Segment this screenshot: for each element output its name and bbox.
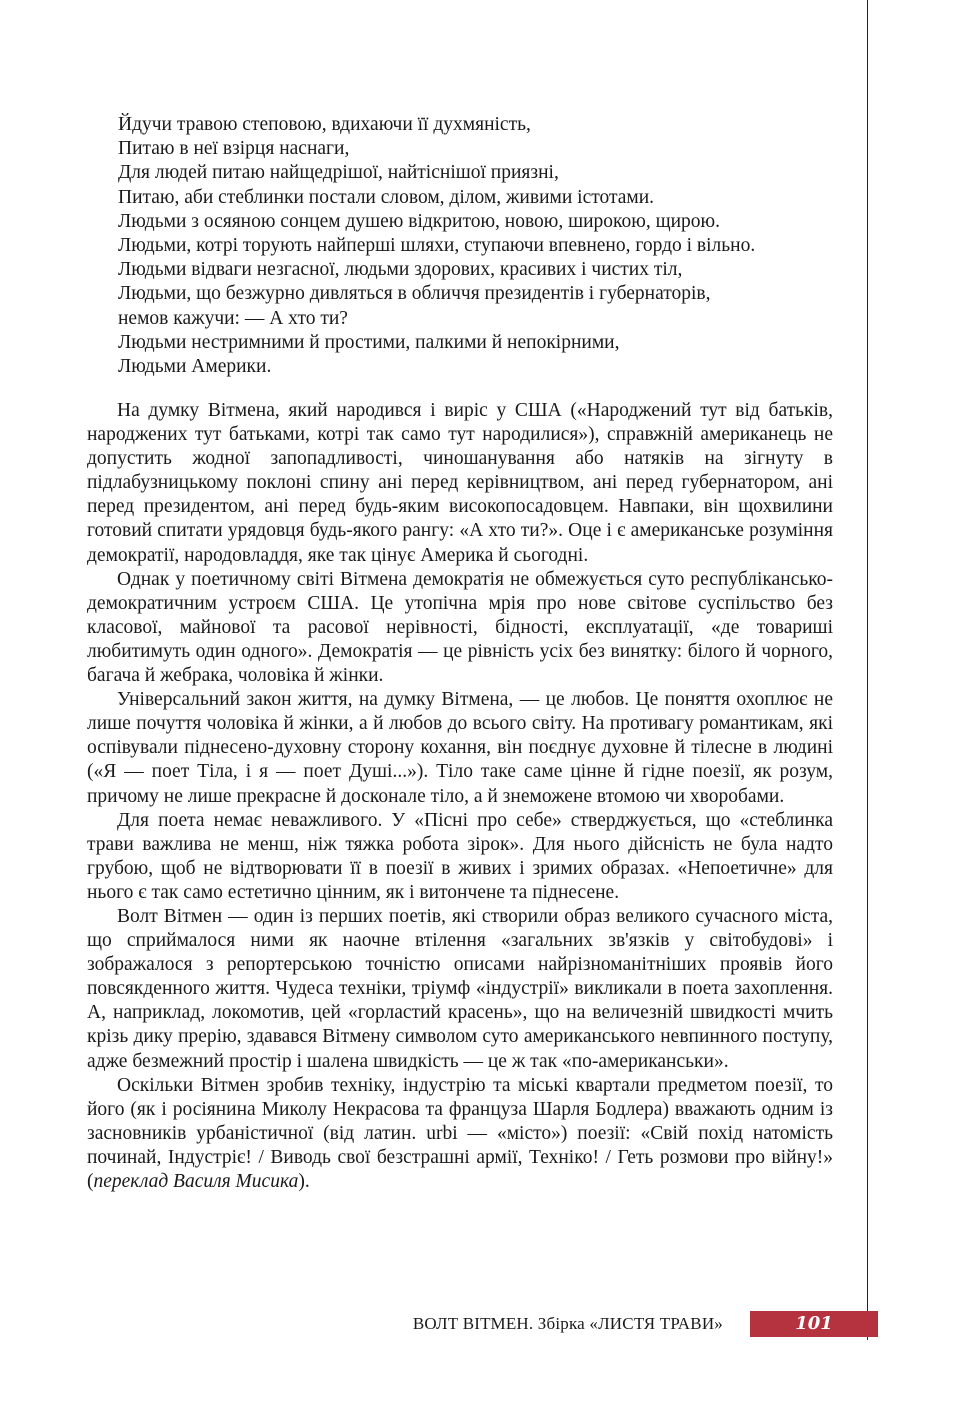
paragraph: Волт Вітмен — один із перших поетів, які створили образ великого сучасного міста, що сприймалося ними як наочне втілення «загальних зв'язків у світобудові» і зображалося з репортерською точністю описами найрізноманітніших проявів його повсякденного життя. Чудеса техніки, тріумф «індустрії» викликали в поета захоплення. А, наприклад, локомотив, цей «горластий красень», що на величезній швидкості мчить крізь дику прерію, здавався Вітмену символом суто американського невпинного поступу, адже безмежний простір і шалена швидкість — це ж так «по-американськи».: [87, 905, 833, 1072]
page-footer: [0, 1311, 963, 1338]
poem-line: Йдучи травою степовою, вдихаючи її духмяність,: [118, 114, 531, 135]
paragraph-final-text: Оскільки Вітмен зробив техніку, індустрію та міські квартали предметом поезії, то його (як і росіянина Миколу Некрасова та француза Шарля Бодлера) вважають одним із засновників урбаністичної (від латин. urbi — «місто») поезії: «Свій похід натомість починай, Індустріє! / Виводь свої безстрашні армії, Техніко! / Геть розмови про війну!» (: [87, 1074, 833, 1192]
poem-line: Людьми, котрі торують найперші шляхи, ступаючи впевнено, гордо і вільно.: [118, 235, 756, 257]
poem-line: Людьми Америки.: [118, 356, 272, 378]
poem-line: Людьми з осяяною сонцем душею відкритою, новою, широкою, щирою.: [118, 210, 720, 232]
paragraph: Для поета немає неважливого. У «Пісні про себе» стверджується, що «стеблинка трави важлива не менш, ніж тяжка робота зірок». Для нього дійсність не була надто грубою, щоб не відтворювати її в поезії в живих і зримих образах. «Непоетичне» для нього є так само естетично цінним, як і витончене та піднесене.: [87, 809, 833, 903]
paragraph-final: [87, 1074, 833, 1194]
page-number-badge: [750, 1311, 878, 1337]
paragraph: Універсальний закон життя, на думку Вітмена, — це любов. Це поняття охоплює не лише почуття чоловіка й жінки, а й любов до всього світу. На противагу романтикам, які оспівували піднесено-духовну сторону кохання, він поєднує духовне й тілесне в людині («Я — поет Тіла, і я — поет Душі...»). Тіло таке саме цінне й гідне поезії, як розум, причому не лише прекрасне й досконале тіло, а й знеможене втомою чи хворобами.: [87, 689, 833, 807]
poem-line: Для людей питаю найщедрішої, найтіснішої приязні,: [118, 162, 559, 184]
poem-line: Людьми, що безжурно дивляться в обличчя президентів і губернаторів,: [118, 283, 711, 305]
poem-excerpt: [118, 113, 858, 379]
poem-line: Людьми нестримними й простими, палкими й непокірними,: [118, 331, 620, 353]
poem-line: Питаю, аби стеблинки постали словом, ділом, живими істотами.: [118, 186, 655, 208]
paragraph: На думку Вітмена, який народився і виріс у США («Народжений тут від батьків, народжених тут батьками, котрі так само тут народилися»), справжній американець не допустить жодної запопадливості, чиношанування або натяків на зігнуту в підлабузницькому поклоні спину ані перед керівництвом, ані перед губернатором, ані перед президентом, ані перед будь-яким високопосадовцем. Навпаки, він щохвилини готовий спитати урядовця будь-якого рангу: «А хто ти?». Оце і є американське розуміння демократії, народовладдя, яке так цінує Америка й сьогодні.: [87, 400, 833, 566]
poem-line: немов кажучи: — А хто ти?: [118, 307, 348, 329]
body-text: [87, 399, 833, 1194]
paragraph: Однак у поетичному світі Вітмена демократія не обмежується суто республікансько-демократичним устроєм США. Це утопічна мрія про нове світове суспільство без класової, майнової та расової нерівності, бідності, експлуатації, «де товариші любитимуть один одного». Демократія — це рівність усіх без винятку: білого й чорного, багача й жебрака, чоловіка й жінки.: [87, 568, 833, 687]
poem-line: Людьми відваги незгасної, людьми здорових, красивих і чистих тіл,: [118, 259, 683, 281]
translation-credit: переклад Василя Мисика: [93, 1171, 299, 1192]
running-title: ВОЛТ ВІТМЕН. Збірка «ЛИСТЯ ТРАВИ»: [412, 1314, 723, 1333]
page-edge-rule: [867, 0, 868, 1340]
closing-punctuation: ).: [298, 1171, 310, 1192]
poem-line: Питаю в неї взірця наснаги,: [118, 138, 350, 160]
page-number: 101: [795, 1313, 833, 1334]
